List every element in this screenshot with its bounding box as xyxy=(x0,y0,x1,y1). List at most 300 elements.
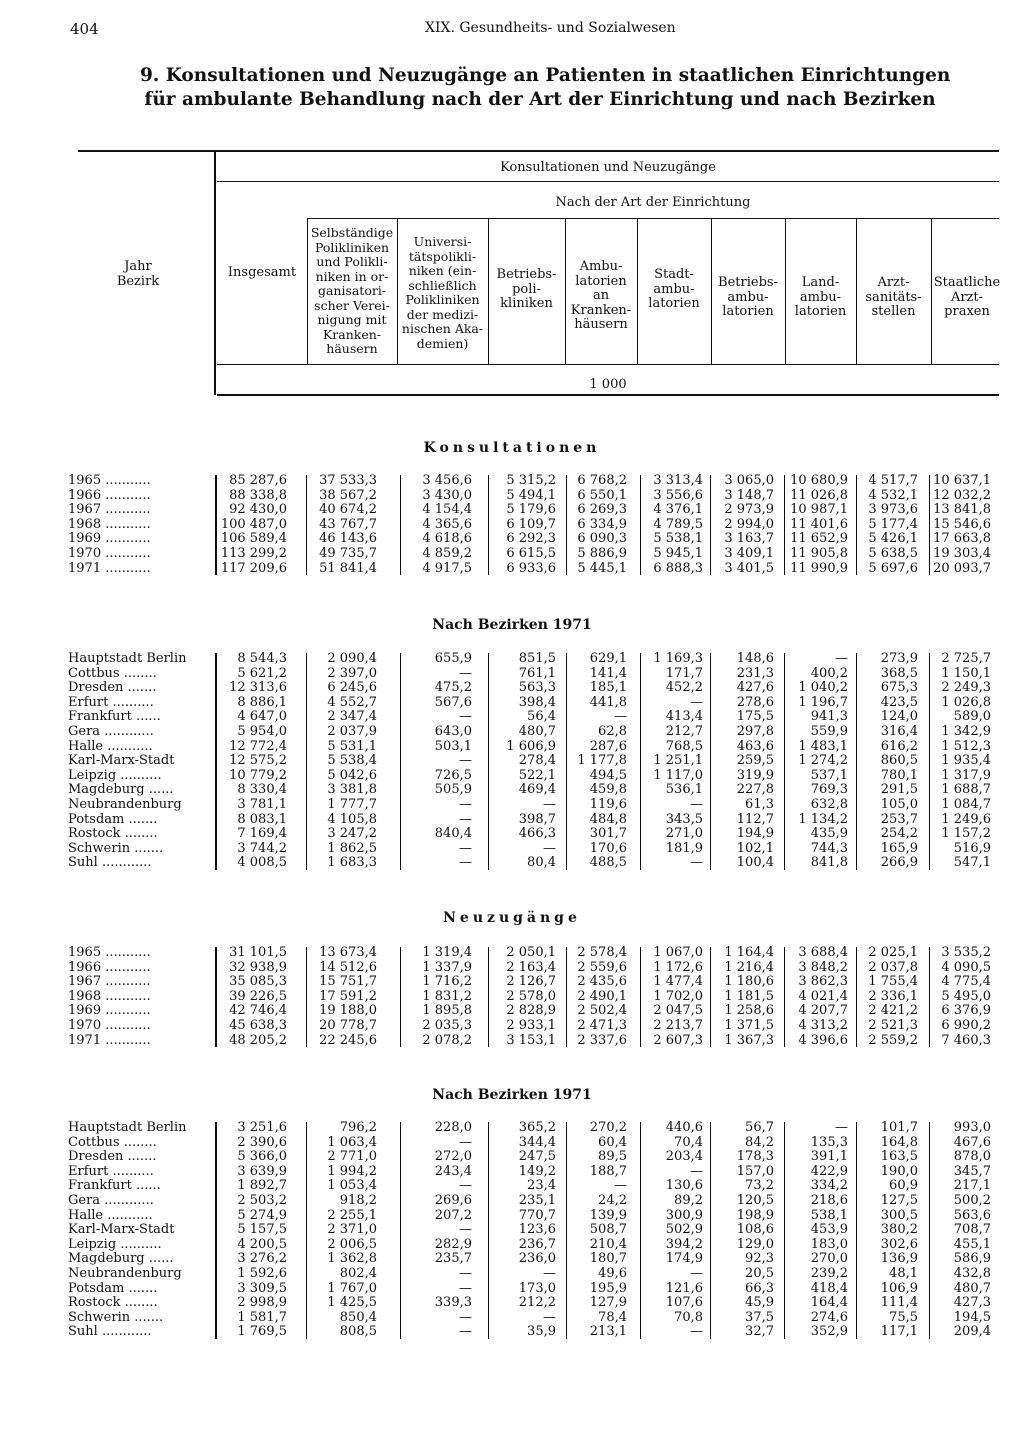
table-cell: — xyxy=(543,1265,556,1281)
table-cell: 139,9 xyxy=(589,1207,627,1223)
table-cell: 10 779,2 xyxy=(229,767,287,783)
table-cell: 316,4 xyxy=(880,723,918,739)
row-label: Halle ........... xyxy=(68,1208,153,1223)
table-cell: 17 663,8 xyxy=(933,531,991,547)
table-cell: 537,1 xyxy=(810,767,848,783)
table-cell: 4 517,7 xyxy=(868,473,918,488)
table-cell: — xyxy=(459,1309,472,1325)
table-row xyxy=(0,489,1024,504)
row-label: Suhl ............ xyxy=(68,856,152,871)
header-subgroup-rule xyxy=(307,218,999,219)
table-cell: 2 435,6 xyxy=(577,974,627,990)
table-cell: 3 381,8 xyxy=(327,782,377,798)
table-cell: 165,9 xyxy=(880,840,918,856)
table-cell: 20 093,7 xyxy=(933,560,991,576)
table-cell: 35,9 xyxy=(527,1324,556,1340)
table-cell: 37 533,3 xyxy=(319,473,377,488)
table-cell: 841,8 xyxy=(810,855,848,871)
table-cell: 589,0 xyxy=(953,709,991,725)
table-cell: 2 163,4 xyxy=(506,959,556,975)
table-cell: 108,6 xyxy=(736,1222,774,1238)
table-cell: 2 725,7 xyxy=(941,651,991,666)
table-cell: 39 226,5 xyxy=(229,988,287,1004)
table-cell: 878,0 xyxy=(953,1149,991,1165)
table-row xyxy=(0,562,1024,577)
table-cell: 37,5 xyxy=(745,1309,774,1325)
table-cell: 840,4 xyxy=(434,826,472,842)
table-cell: 1 862,5 xyxy=(327,840,377,856)
table-cell: 616,2 xyxy=(880,738,918,754)
table-cell: 3 688,4 xyxy=(798,945,848,960)
table-cell: 394,2 xyxy=(665,1236,703,1252)
table-cell: 270,0 xyxy=(810,1251,848,1267)
table-cell: 38 567,2 xyxy=(319,487,377,503)
table-cell: 228,0 xyxy=(434,1120,472,1135)
row-label: Dresden ....... xyxy=(68,681,157,696)
table-cell: 368,5 xyxy=(880,665,918,681)
table-cell: 4 917,5 xyxy=(422,560,472,576)
table-cell: 291,5 xyxy=(880,782,918,798)
stub-heading: Jahr Bezirk xyxy=(116,259,160,289)
table-cell: 243,4 xyxy=(434,1163,472,1179)
table-cell: 1 180,6 xyxy=(724,974,774,990)
table-cell: 43 767,7 xyxy=(319,516,377,532)
table-cell: 334,2 xyxy=(810,1178,848,1194)
row-label: Gera ............ xyxy=(68,724,154,739)
table-cell: 441,8 xyxy=(589,694,627,710)
table-cell: 123,6 xyxy=(518,1222,556,1238)
table-row xyxy=(0,1238,1024,1253)
row-label: Leipzig .......... xyxy=(68,768,162,783)
table-cell: 4 376,1 xyxy=(653,502,703,518)
table-cell: 1 483,1 xyxy=(798,738,848,754)
table-cell: 398,7 xyxy=(518,811,556,827)
table-cell: 60,4 xyxy=(598,1134,627,1150)
page-number: 404 xyxy=(70,20,99,38)
col-head-arztsanitaetsstellen: Arzt- sanitäts- stellen xyxy=(865,275,922,319)
row-label: Potsdam ....... xyxy=(68,812,158,827)
table-cell: 272,0 xyxy=(434,1149,472,1165)
table-cell: 5 179,6 xyxy=(506,502,556,518)
table-cell: 60,9 xyxy=(889,1178,918,1194)
table-row xyxy=(0,1194,1024,1209)
row-label: 1971 ........... xyxy=(68,1033,151,1048)
section-heading-neuzugaenge: Neuzugänge xyxy=(443,910,581,926)
table-cell: 2 559,6 xyxy=(577,959,627,975)
table-cell: 2 037,9 xyxy=(327,723,377,739)
table-cell: 170,6 xyxy=(589,840,627,856)
table-cell: 12 772,4 xyxy=(229,738,287,754)
table-cell: 1 769,5 xyxy=(237,1324,287,1340)
table-cell: 538,1 xyxy=(810,1207,848,1223)
table-cell: 14 512,6 xyxy=(319,959,377,975)
table-cell: 780,1 xyxy=(880,767,918,783)
table-row xyxy=(0,990,1024,1005)
table-cell: 4 552,7 xyxy=(327,694,377,710)
table-cell: 45,9 xyxy=(745,1295,774,1311)
table-cell: 768,5 xyxy=(665,738,703,754)
table-cell: — xyxy=(690,1265,703,1281)
table-cell: 42 746,4 xyxy=(229,1003,287,1019)
header-bottom-rule xyxy=(217,394,999,396)
table-cell: 3 639,9 xyxy=(237,1163,287,1179)
table-cell: 427,6 xyxy=(736,680,774,696)
table-cell: 174,9 xyxy=(665,1251,703,1267)
section-bezirke-konsultationen-rows xyxy=(0,652,1024,871)
table-cell: 70,8 xyxy=(674,1309,703,1325)
table-row xyxy=(0,842,1024,857)
table-cell: 1 342,9 xyxy=(941,723,991,739)
table-cell: 2 578,0 xyxy=(506,988,556,1004)
row-label: Dresden ....... xyxy=(68,1150,157,1165)
table-cell: 1 935,4 xyxy=(941,753,991,769)
table-title-line-2: für ambulante Behandlung nach der Art der Einrichtung und nach Bezirken xyxy=(144,89,936,110)
table-cell: 352,9 xyxy=(810,1324,848,1340)
table-cell: 808,5 xyxy=(339,1324,377,1340)
table-cell: 23,4 xyxy=(527,1178,556,1194)
table-cell: 3 309,5 xyxy=(237,1280,287,1296)
table-cell: 49 735,7 xyxy=(319,545,377,561)
table-cell: 17 591,2 xyxy=(319,988,377,1004)
table-cell: 141,4 xyxy=(589,665,627,681)
table-cell: 300,9 xyxy=(665,1207,703,1223)
table-cell: 163,5 xyxy=(880,1149,918,1165)
table-cell: 78,4 xyxy=(598,1309,627,1325)
table-cell: 213,1 xyxy=(589,1324,627,1340)
table-cell: 6 334,9 xyxy=(577,516,627,532)
table-cell: 343,5 xyxy=(665,811,703,827)
table-cell: 480,7 xyxy=(953,1280,991,1296)
table-cell: 92 430,0 xyxy=(229,502,287,518)
table-cell: 2 336,1 xyxy=(868,988,918,1004)
table-row xyxy=(0,1004,1024,1019)
table-cell: 148,6 xyxy=(736,651,774,666)
table-cell: 85 287,6 xyxy=(229,473,287,488)
table-cell: — xyxy=(543,840,556,856)
table-cell: 4 207,7 xyxy=(798,1003,848,1019)
table-cell: 1 477,4 xyxy=(653,974,703,990)
table-cell: 8 330,4 xyxy=(237,782,287,798)
table-cell: 120,5 xyxy=(736,1192,774,1208)
table-cell: 12 313,6 xyxy=(229,680,287,696)
table-cell: 3 153,1 xyxy=(506,1032,556,1048)
table-cell: 851,5 xyxy=(518,651,556,666)
table-cell: — xyxy=(459,811,472,827)
table-cell: 2 471,3 xyxy=(577,1017,627,1033)
table-cell: 344,4 xyxy=(518,1134,556,1150)
table-cell: 273,9 xyxy=(880,651,918,666)
table-row xyxy=(0,1311,1024,1326)
row-label: Erfurt .......... xyxy=(68,695,154,710)
table-cell: 3 065,0 xyxy=(724,473,774,488)
table-cell: — xyxy=(459,1178,472,1194)
table-cell: 1 702,0 xyxy=(653,988,703,1004)
section-neuzugaenge-rows xyxy=(0,946,1024,1048)
table-cell: 106,9 xyxy=(880,1280,918,1296)
table-row xyxy=(0,783,1024,798)
table-cell: 339,3 xyxy=(434,1295,472,1311)
table-cell: 1 895,8 xyxy=(422,1003,472,1019)
table-cell: 20 778,7 xyxy=(319,1017,377,1033)
table-cell: 73,2 xyxy=(745,1178,774,1194)
table-row xyxy=(0,754,1024,769)
table-cell: 6 550,1 xyxy=(577,487,627,503)
col-head-betriebspolikliniken: Betriebs- poli- kliniken xyxy=(496,267,557,311)
col-head-polikliniken: Selbständige Polikliniken und Polikli- niken in or- ganisatori- scher Verei- nigung mit Kranken- häusern xyxy=(310,225,394,356)
table-cell: 2 249,3 xyxy=(941,680,991,696)
table-cell: 254,2 xyxy=(880,826,918,842)
table-cell: 7 169,4 xyxy=(237,826,287,842)
table-cell: 13 841,8 xyxy=(933,502,991,518)
table-cell: 1 196,7 xyxy=(798,694,848,710)
table-cell: 253,7 xyxy=(880,811,918,827)
table-cell: 185,1 xyxy=(589,680,627,696)
table-cell: 522,1 xyxy=(518,767,556,783)
table-cell: — xyxy=(835,651,848,666)
table-cell: 2 998,9 xyxy=(237,1295,287,1311)
table-cell: 274,6 xyxy=(810,1309,848,1325)
row-label: 1971 ........... xyxy=(68,561,151,576)
table-cell: 1 169,3 xyxy=(653,651,703,666)
table-cell: 301,7 xyxy=(589,826,627,842)
table-cell: 1 053,4 xyxy=(327,1178,377,1194)
row-label: 1970 ........... xyxy=(68,1018,151,1033)
table-cell: 135,3 xyxy=(810,1134,848,1150)
table-cell: 130,6 xyxy=(665,1178,703,1194)
table-cell: — xyxy=(459,855,472,871)
table-cell: 40 674,2 xyxy=(319,502,377,518)
row-label: Neubrandenburg xyxy=(68,1266,182,1281)
table-row xyxy=(0,696,1024,711)
table-cell: 175,5 xyxy=(736,709,774,725)
table-cell: 675,3 xyxy=(880,680,918,696)
table-cell: 5 445,1 xyxy=(577,560,627,576)
table-cell: 239,2 xyxy=(810,1265,848,1281)
table-cell: 2 025,1 xyxy=(868,945,918,960)
table-cell: 494,5 xyxy=(589,767,627,783)
table-cell: 302,6 xyxy=(880,1236,918,1252)
table-cell: 10 637,1 xyxy=(933,473,991,488)
table-cell: 1 157,2 xyxy=(941,826,991,842)
table-cell: 466,3 xyxy=(518,826,556,842)
table-cell: 171,7 xyxy=(665,665,703,681)
table-cell: 632,8 xyxy=(810,796,848,812)
table-cell: 11 652,9 xyxy=(790,531,848,547)
table-cell: 2 503,2 xyxy=(237,1192,287,1208)
section-konsultationen-rows xyxy=(0,474,1024,576)
table-cell: 400,2 xyxy=(810,665,848,681)
row-label: Hauptstadt Berlin xyxy=(68,1121,187,1135)
table-cell: 1 117,0 xyxy=(653,767,703,783)
table-cell: 56,4 xyxy=(527,709,556,725)
table-cell: 300,5 xyxy=(880,1207,918,1223)
table-cell: 484,8 xyxy=(589,811,627,827)
table-cell: 1 134,2 xyxy=(798,811,848,827)
table-cell: 5 697,6 xyxy=(868,560,918,576)
table-cell: 102,1 xyxy=(736,840,774,856)
table-cell: 4 789,5 xyxy=(653,516,703,532)
table-cell: 3 862,3 xyxy=(798,974,848,990)
table-cell: 11 990,9 xyxy=(790,560,848,576)
table-cell: 2 037,8 xyxy=(868,959,918,975)
row-label: 1966 ........... xyxy=(68,488,151,503)
table-cell: 1 512,3 xyxy=(941,738,991,754)
row-label: 1970 ........... xyxy=(68,546,151,561)
table-cell: 5 954,0 xyxy=(237,723,287,739)
table-cell: 5 177,4 xyxy=(868,516,918,532)
table-cell: 629,1 xyxy=(589,651,627,666)
table-cell: 46 143,6 xyxy=(319,531,377,547)
header-top-rule xyxy=(78,150,999,152)
row-label: Karl-Marx-Stadt xyxy=(68,754,175,769)
table-cell: 4 105,8 xyxy=(327,811,377,827)
table-cell: 480,7 xyxy=(518,723,556,739)
table-cell: 217,1 xyxy=(953,1178,991,1194)
table-cell: 236,0 xyxy=(518,1251,556,1267)
table-cell: — xyxy=(459,1222,472,1238)
table-cell: 726,5 xyxy=(434,767,472,783)
table-cell: 1 216,4 xyxy=(724,959,774,975)
table-cell: 455,1 xyxy=(953,1236,991,1252)
table-cell: 453,9 xyxy=(810,1222,848,1238)
row-label: Frankfurt ...... xyxy=(68,1179,161,1194)
table-cell: 2 255,1 xyxy=(327,1207,377,1223)
table-cell: 4 090,5 xyxy=(941,959,991,975)
table-cell: 3 409,1 xyxy=(724,545,774,561)
table-cell: 2 490,1 xyxy=(577,988,627,1004)
table-cell: 8 083,1 xyxy=(237,811,287,827)
table-cell: 6 109,7 xyxy=(506,516,556,532)
table-cell: 188,7 xyxy=(589,1163,627,1179)
table-row xyxy=(0,652,1024,667)
row-label: Rostock ........ xyxy=(68,1296,158,1311)
subgroup-heading: Nach der Art der Einrichtung xyxy=(555,195,751,210)
table-cell: — xyxy=(690,1163,703,1179)
table-cell: 48,1 xyxy=(889,1265,918,1281)
table-row xyxy=(0,740,1024,755)
table-cell: 180,7 xyxy=(589,1251,627,1267)
table-cell: 12 575,2 xyxy=(229,753,287,769)
table-cell: 106 589,4 xyxy=(220,531,287,547)
table-cell: 5 274,9 xyxy=(237,1207,287,1223)
table-cell: 1 249,6 xyxy=(941,811,991,827)
table-cell: 75,5 xyxy=(889,1309,918,1325)
table-cell: 4 365,6 xyxy=(422,516,472,532)
col-head-stadtambulatorien: Stadt- ambu- latorien xyxy=(648,267,700,311)
table-cell: 56,7 xyxy=(745,1120,774,1135)
table-cell: 218,6 xyxy=(810,1192,848,1208)
table-cell: 194,5 xyxy=(953,1309,991,1325)
table-cell: 4 647,0 xyxy=(237,709,287,725)
table-cell: 157,0 xyxy=(736,1163,774,1179)
table-cell: — xyxy=(459,840,472,856)
col-head-insgesamt: Insgesamt xyxy=(227,265,297,280)
table-row xyxy=(0,710,1024,725)
table-cell: 345,7 xyxy=(953,1163,991,1179)
table-cell: 2 973,9 xyxy=(724,502,774,518)
table-cell: 427,3 xyxy=(953,1295,991,1311)
table-cell: 475,2 xyxy=(434,680,472,696)
table-cell: 918,2 xyxy=(339,1192,377,1208)
table-cell: 236,7 xyxy=(518,1236,556,1252)
table-cell: 119,6 xyxy=(589,796,627,812)
table-cell: 2 390,6 xyxy=(237,1134,287,1150)
table-row xyxy=(0,856,1024,871)
table-cell: 1 063,4 xyxy=(327,1134,377,1150)
table-cell: 203,4 xyxy=(665,1149,703,1165)
table-title xyxy=(140,64,951,112)
table-cell: 1 367,3 xyxy=(724,1032,774,1048)
row-label: Hauptstadt Berlin xyxy=(68,652,187,666)
row-label: 1965 ........... xyxy=(68,474,151,488)
row-label: 1965 ........... xyxy=(68,946,151,960)
table-row xyxy=(0,503,1024,518)
table-cell: 1 716,2 xyxy=(422,974,472,990)
table-cell: 209,4 xyxy=(953,1324,991,1340)
table-cell: 66,3 xyxy=(745,1280,774,1296)
table-cell: 2 397,0 xyxy=(327,665,377,681)
table-row xyxy=(0,975,1024,990)
table-cell: 413,4 xyxy=(665,709,703,725)
section-heading-bezirke-neuzugaenge: Nach Bezirken 1971 xyxy=(432,1087,592,1103)
table-cell: 4 775,4 xyxy=(941,974,991,990)
table-cell: 5 638,5 xyxy=(868,545,918,561)
table-cell: 227,8 xyxy=(736,782,774,798)
row-label: Leipzig .......... xyxy=(68,1237,162,1252)
table-cell: 1 371,5 xyxy=(724,1017,774,1033)
table-cell: — xyxy=(543,796,556,812)
row-label: Potsdam ....... xyxy=(68,1281,158,1296)
table-cell: 5 621,2 xyxy=(237,665,287,681)
table-cell: 586,9 xyxy=(953,1251,991,1267)
table-cell: 860,5 xyxy=(880,753,918,769)
table-cell: 2 578,4 xyxy=(577,945,627,960)
table-cell: 127,5 xyxy=(880,1192,918,1208)
table-cell: 563,6 xyxy=(953,1207,991,1223)
table-cell: 1 040,2 xyxy=(798,680,848,696)
table-cell: 365,2 xyxy=(518,1120,556,1135)
table-cell: 11 026,8 xyxy=(790,487,848,503)
table-cell: 5 531,1 xyxy=(327,738,377,754)
table-cell: 8 886,1 xyxy=(237,694,287,710)
header-group-rule xyxy=(217,181,999,182)
table-cell: 235,7 xyxy=(434,1251,472,1267)
table-cell: 270,2 xyxy=(589,1120,627,1135)
table-cell: 3 148,7 xyxy=(724,487,774,503)
col-head-staatliche-arztpraxen: Staatliche Arzt- praxen xyxy=(933,275,1001,319)
table-row xyxy=(0,827,1024,842)
table-cell: 6 269,3 xyxy=(577,502,627,518)
row-label: Rostock ........ xyxy=(68,827,158,842)
table-cell: — xyxy=(690,796,703,812)
table-row xyxy=(0,1150,1024,1165)
table-cell: 278,4 xyxy=(518,753,556,769)
row-label: 1966 ........... xyxy=(68,960,151,975)
table-cell: 1 177,8 xyxy=(577,753,627,769)
section-bezirke-neuzugaenge-rows xyxy=(0,1121,1024,1340)
table-cell: 3 456,6 xyxy=(422,473,472,488)
table-cell: 1 994,2 xyxy=(327,1163,377,1179)
table-row xyxy=(0,1296,1024,1311)
table-cell: 2 994,0 xyxy=(724,516,774,532)
table-cell: 6 768,2 xyxy=(577,473,627,488)
table-cell: 2 521,3 xyxy=(868,1017,918,1033)
table-cell: 6 245,6 xyxy=(327,680,377,696)
table-cell: 1 172,6 xyxy=(653,959,703,975)
table-cell: 2 050,1 xyxy=(506,945,556,960)
table-cell: 452,2 xyxy=(665,680,703,696)
row-label: Cottbus ........ xyxy=(68,666,157,681)
